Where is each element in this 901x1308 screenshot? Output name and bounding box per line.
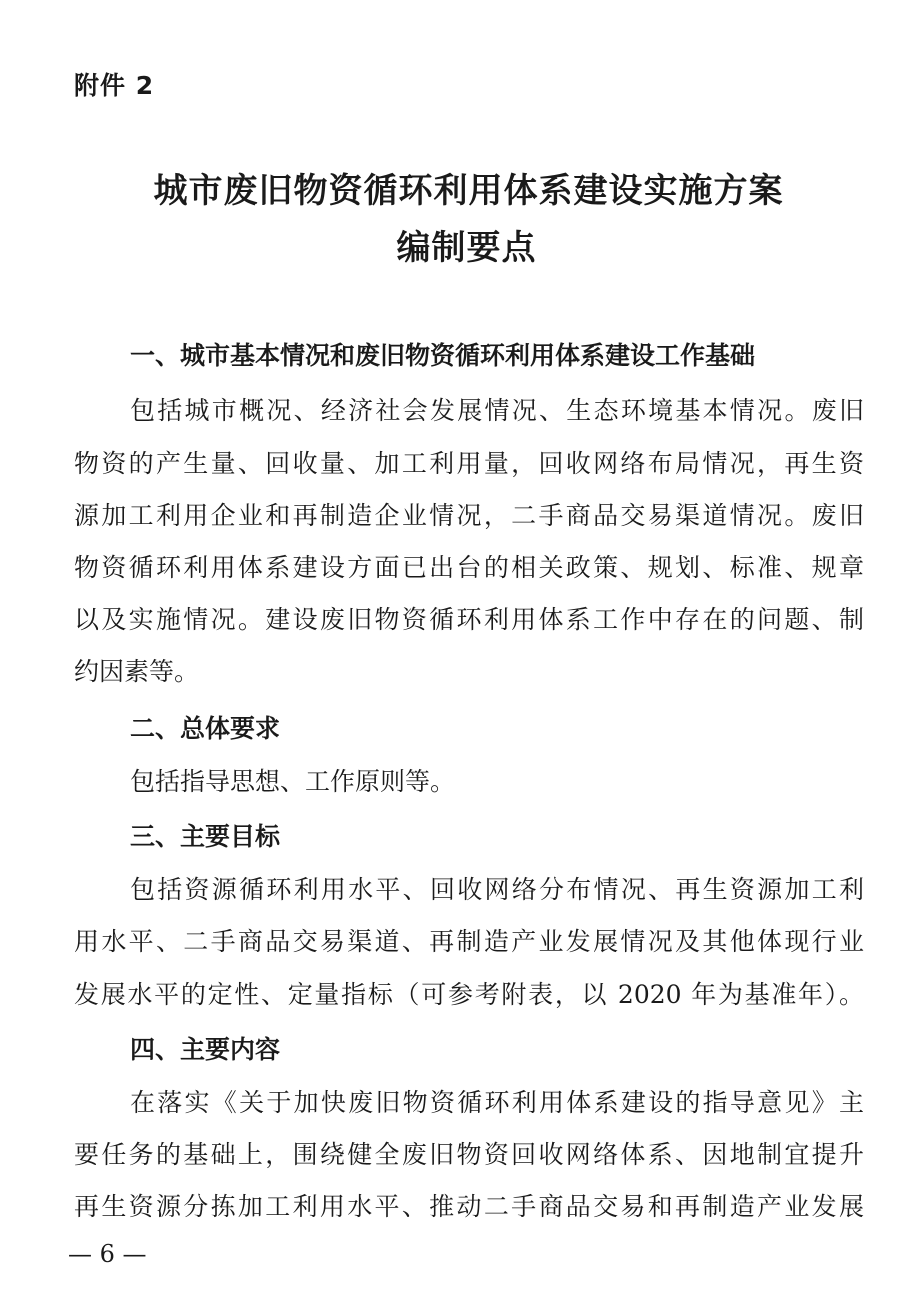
- paragraph-line: 再生资源分拣加工利用水平、推动二手商品交易和再制造产业发展: [74, 1192, 864, 1221]
- paragraph-line: 物资的产生量、回收量、加工利用量，回收网络布局情况，再生资: [74, 449, 864, 478]
- paragraph-line: 发展水平的定性、定量指标（可参考附表，以 2020 年为基准年）。: [74, 980, 864, 1009]
- paragraph-line: 物资循环利用体系建设方面已出台的相关政策、规划、标准、规章: [74, 553, 864, 582]
- paragraph-line: 约因素等。: [74, 657, 200, 686]
- page-number: — 6 —: [68, 1240, 147, 1268]
- section-heading-1: 一、城市基本情况和废旧物资循环利用体系建设工作基础: [130, 341, 756, 370]
- paragraph-line: 要任务的基础上，围绕健全废旧物资回收网络体系、因地制宜提升: [74, 1140, 864, 1169]
- attachment-label: 附件 2: [74, 71, 155, 100]
- section-heading-4: 四、主要内容: [130, 1035, 281, 1064]
- paragraph-line: 在落实《关于加快废旧物资循环利用体系建设的指导意见》主: [130, 1088, 864, 1117]
- document-title-line-2: 编制要点: [396, 228, 537, 268]
- paragraph-line: 用水平、二手商品交易渠道、再制造产业发展情况及其他体现行业: [74, 927, 864, 956]
- paragraph-line: 以及实施情况。建设废旧物资循环利用体系工作中存在的问题、制: [74, 605, 864, 634]
- section-heading-3: 三、主要目标: [130, 822, 281, 851]
- section-heading-2: 二、总体要求: [130, 714, 281, 743]
- paragraph-line: 包括指导思想、工作原则等。: [130, 767, 456, 796]
- document-title-line-1: 城市废旧物资循环利用体系建设实施方案: [153, 171, 784, 211]
- paragraph-line: 包括资源循环利用水平、回收网络分布情况、再生资源加工利: [130, 875, 864, 904]
- paragraph-line: 源加工利用企业和再制造企业情况，二手商品交易渠道情况。废旧: [74, 501, 864, 530]
- paragraph-line: 包括城市概况、经济社会发展情况、生态环境基本情况。废旧: [130, 396, 864, 425]
